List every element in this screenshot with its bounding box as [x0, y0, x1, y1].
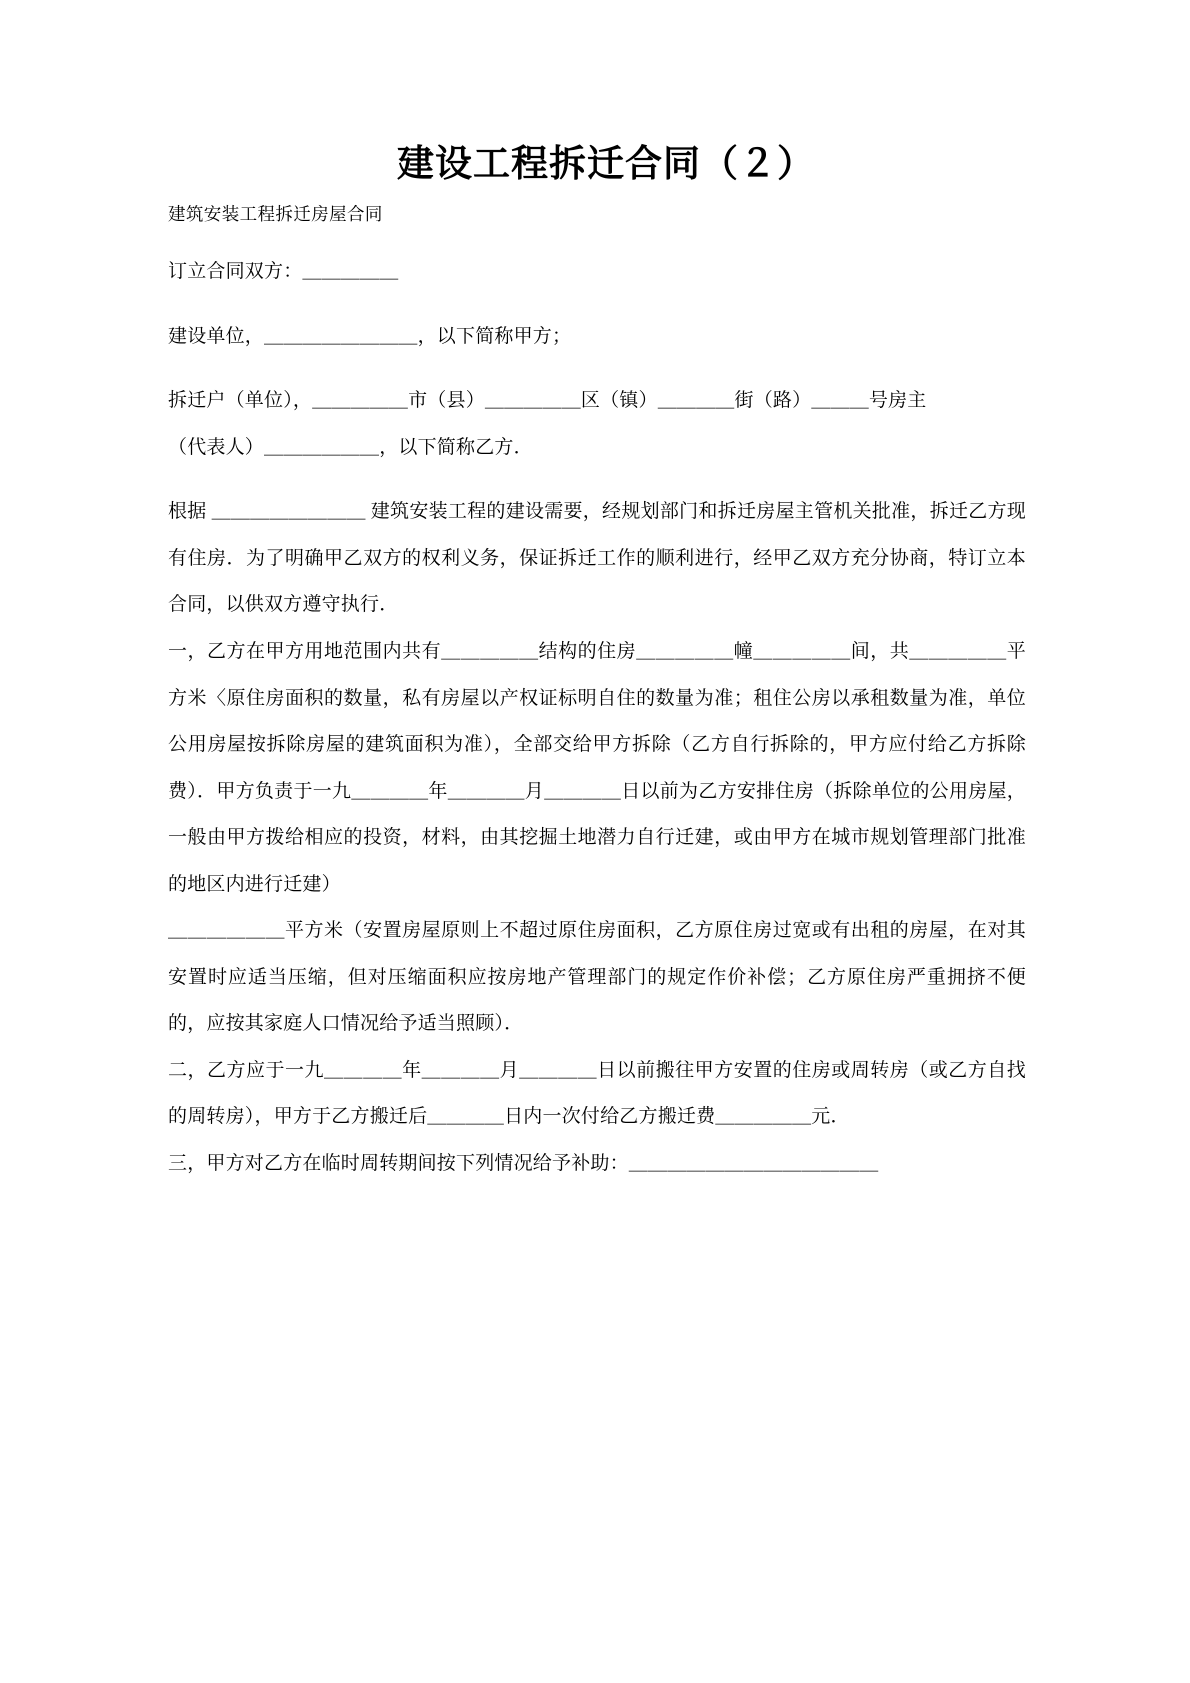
paragraph-party-b-line1: 拆迁户（单位），＿＿＿＿＿市（县）＿＿＿＿＿区（镇）＿＿＿＿街（路）＿＿＿号房主	[168, 390, 927, 412]
paragraph-clause-1b: ＿＿＿＿＿＿平方米（安置房屋原则上不超过原住房面积，乙方原住房过宽或有出租的房屋，在对其安置时应适当压缩，但对压缩面积应按房地产管理部门的规定作价补偿；乙方原住房严重拥挤不便的，应按其家庭人口情况给予适当照顾）．	[168, 920, 1026, 1035]
paragraph-clause-3: 三，甲方对乙方在临时周转期间按下列情况给予补助：＿＿＿＿＿＿＿＿＿＿＿＿＿	[168, 1153, 879, 1175]
document-subtitle: 建筑安装工程拆迁房屋合同	[168, 203, 383, 224]
page-title: 建设工程拆迁合同（２）	[397, 144, 815, 185]
paragraph-party-a: 建设单位，＿＿＿＿＿＿＿＿，以下简称甲方；	[168, 325, 572, 347]
paragraph-clause-2: 二，乙方应于一九＿＿＿＿年＿＿＿＿月＿＿＿＿日以前搬往甲方安置的住房或周转房（或乙方自找的周转房），甲方于乙方搬迁后＿＿＿＿日内一次付给乙方搬迁费＿＿＿＿＿元．	[168, 1059, 1026, 1128]
paragraph-parties-heading: 订立合同双方：＿＿＿＿＿	[168, 261, 399, 283]
document-content	[168, 140, 1026, 1188]
paragraph-preamble: 根据 ＿＿＿＿＿＿＿＿ 建筑安装工程的建设需要，经规划部门和拆迁房屋主管机关批准，拆迁乙方现有住房．为了明确甲乙双方的权利义务，保证拆迁工作的顺利进行，经甲乙双方充分协商，特订立本合同，以供双方遵守执行．	[168, 501, 1026, 616]
paragraph-clause-1: 一，乙方在甲方用地范围内共有＿＿＿＿＿结构的住房＿＿＿＿＿幢＿＿＿＿＿间，共＿＿＿＿＿平方米〈原住房面积的数量，私有房屋以产权证标明自住的数量为准；租住公房以承租数量为准，单位公用房屋按拆除房屋的建筑面积为准），全部交给甲方拆除（乙方自行拆除的，甲方应付给乙方拆除费）．甲方负责于一九＿＿＿＿年＿＿＿＿月＿＿＿＿日以前为乙方安排住房（拆除单位的公用房屋，一般由甲方拨给相应的投资，材料，由其挖掘土地潜力自行迁建，或由甲方在城市规划管理部门批准的地区内进行迁建）	[168, 641, 1026, 895]
paragraph-party-b-line2: （代表人）＿＿＿＿＿＿，以下简称乙方．	[168, 436, 533, 458]
